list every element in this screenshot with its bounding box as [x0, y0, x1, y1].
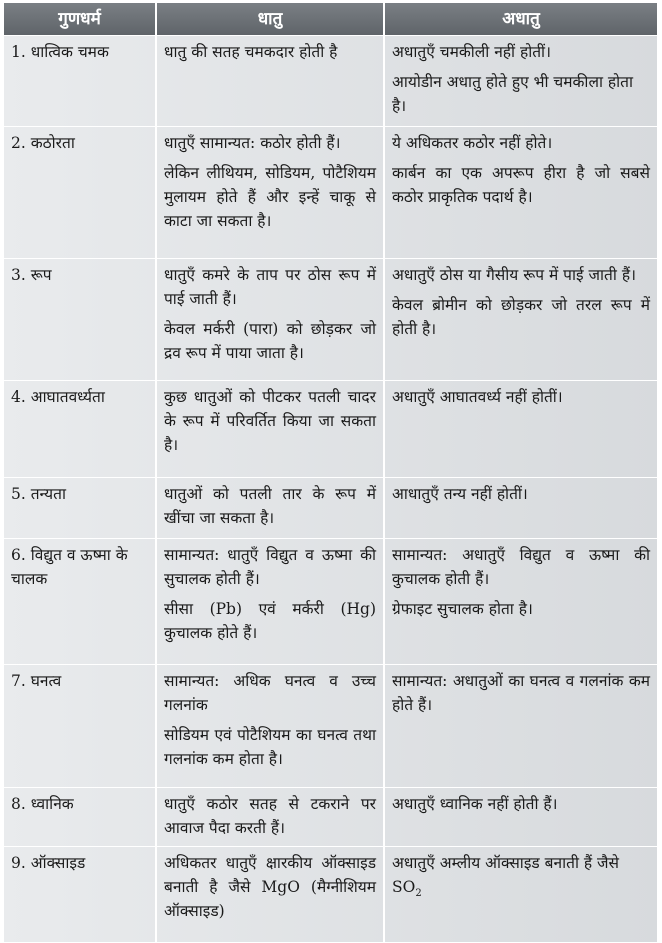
comparison-table — [4, 3, 657, 943]
header-property: गुणधर्म — [4, 3, 157, 35]
metal-cell — [157, 127, 385, 258]
metal-text: केवल मर्करी (पारा) को छोड़कर जो द्रव रूप में पाया जाता है। — [164, 320, 376, 363]
metal-text: अधिकतर धातुएँ क्षारकीय ऑक्साइड बनाती है जैसे MgO (मैग्नीशियम ऑक्साइड) — [164, 854, 376, 921]
metal-text: धातु की सतह चमकदार होती है — [164, 43, 338, 61]
nonmetal-text: अधातुएँ आघातवर्ध्य नहीं होतीं। — [392, 388, 563, 406]
property-cell: 5. तन्यता — [4, 478, 157, 538]
nonmetal-text: आयोडीन अधातु होते हुए भी चमकीला होता है। — [392, 73, 633, 116]
nonmetal-text: ये अधिकतर कठोर नहीं होते। — [392, 134, 553, 152]
nonmetal-cell — [385, 259, 657, 380]
table-row — [4, 665, 657, 788]
nonmetal-cell — [385, 127, 657, 258]
nonmetal-cell — [385, 847, 657, 942]
table-row — [4, 847, 657, 943]
metal-text: धातुओं को पतली तार के रूप में खींचा जा सकता है। — [164, 485, 376, 528]
metal-cell — [157, 259, 385, 380]
metal-text: लेकिन लीथियम, सोडियम, पोटैशियम मुलायम होते हैं और इन्हें चाकू से काटा जा सकता है। — [164, 164, 376, 231]
nonmetal-cell — [385, 381, 657, 477]
property-cell: 9. ऑक्साइड — [4, 847, 157, 942]
nonmetal-text — [392, 851, 650, 902]
property-cell: 8. ध्वानिक — [4, 788, 157, 846]
table-row — [4, 127, 657, 259]
nonmetal-text: अधातुएँ ध्वानिक नहीं होती हैं। — [392, 795, 558, 813]
metal-cell — [157, 665, 385, 787]
table-row — [4, 259, 657, 381]
property-cell: 3. रूप — [4, 259, 157, 380]
metal-cell — [157, 36, 385, 126]
metal-text: कुछ धातुओं को पीटकर पतली चादर के रूप में परिवर्तित किया जा सकता है। — [164, 388, 376, 455]
nonmetal-cell — [385, 665, 657, 787]
table-row — [4, 788, 657, 847]
metal-text: धातुएँ कमरे के ताप पर ठोस रूप में पाई जाती हैं। — [164, 266, 376, 309]
metal-text: सामान्यत: धातुएँ विद्युत व ऊष्मा की सुचालक होती हैं। — [164, 546, 376, 589]
metal-cell — [157, 847, 385, 942]
metal-cell — [157, 478, 385, 538]
table-row — [4, 478, 657, 539]
property-cell: 7. घनत्व — [4, 665, 157, 787]
metal-text: सीसा (Pb) एवं मर्करी (Hg) कुचालक होते हैं। — [164, 600, 376, 643]
table-row — [4, 36, 657, 127]
metal-text: सोडियम एवं पोटैशियम का घनत्व तथा गलनांक कम होता है। — [164, 726, 376, 769]
nonmetal-text: कार्बन का एक अपरूप हीरा है जो सबसे कठोर प्राकृतिक पदार्थ है। — [392, 164, 650, 207]
metal-text: धातुएँ कठोर सतह से टकराने पर आवाज पैदा करती हैं। — [164, 795, 376, 838]
property-cell: 4. आघातवर्ध्यता — [4, 381, 157, 477]
nonmetal-text: आधातुएँ तन्य नहीं होतीं। — [392, 485, 528, 503]
nonmetal-text: अधातुएँ चमकीली नहीं होतीं। — [392, 43, 551, 61]
nonmetal-text: अधातुएँ ठोस या गैसीय रूप में पाई जाती हैं। — [392, 266, 636, 284]
nonmetal-cell — [385, 539, 657, 664]
table-row — [4, 381, 657, 478]
header-nonmetal: अधातु — [502, 8, 540, 29]
metal-cell — [157, 381, 385, 477]
property-cell: 1. धात्विक चमक — [4, 36, 157, 126]
nonmetal-text: सामान्यत: अधातुएँ विद्युत व ऊष्मा की कुचालक होती हैं। — [392, 546, 650, 589]
nonmetal-text-prefix: अधातुएँ अम्लीय ऑक्साइड बनाती हैं जैसे SO — [392, 854, 620, 897]
header-metal: धातु — [157, 3, 385, 35]
metal-cell — [157, 539, 385, 664]
nonmetal-cell — [385, 478, 657, 538]
subscript: 2 — [415, 888, 422, 900]
property-cell: 2. कठोरता — [4, 127, 157, 258]
metal-text: सामान्यत: अधिक घनत्व व उच्च गलनांक — [164, 672, 376, 715]
nonmetal-cell — [385, 788, 657, 846]
nonmetal-cell — [385, 36, 657, 126]
property-cell: 6. विद्युत व ऊष्मा के चालक — [4, 539, 157, 664]
nonmetal-text: सामान्यत: अधातुओं का घनत्व व गलनांक कम होते हैं। — [392, 672, 650, 715]
metal-cell — [157, 788, 385, 846]
nonmetal-text: ग्रेफाइट सुचालक होता है। — [392, 600, 533, 619]
table-header — [4, 3, 657, 36]
table-row — [4, 539, 657, 665]
metal-text: धातुएँ सामान्यत: कठोर होती हैं। — [164, 134, 341, 152]
nonmetal-text: केवल ब्रोमीन को छोड़कर जो तरल रूप में होती है। — [392, 296, 650, 339]
